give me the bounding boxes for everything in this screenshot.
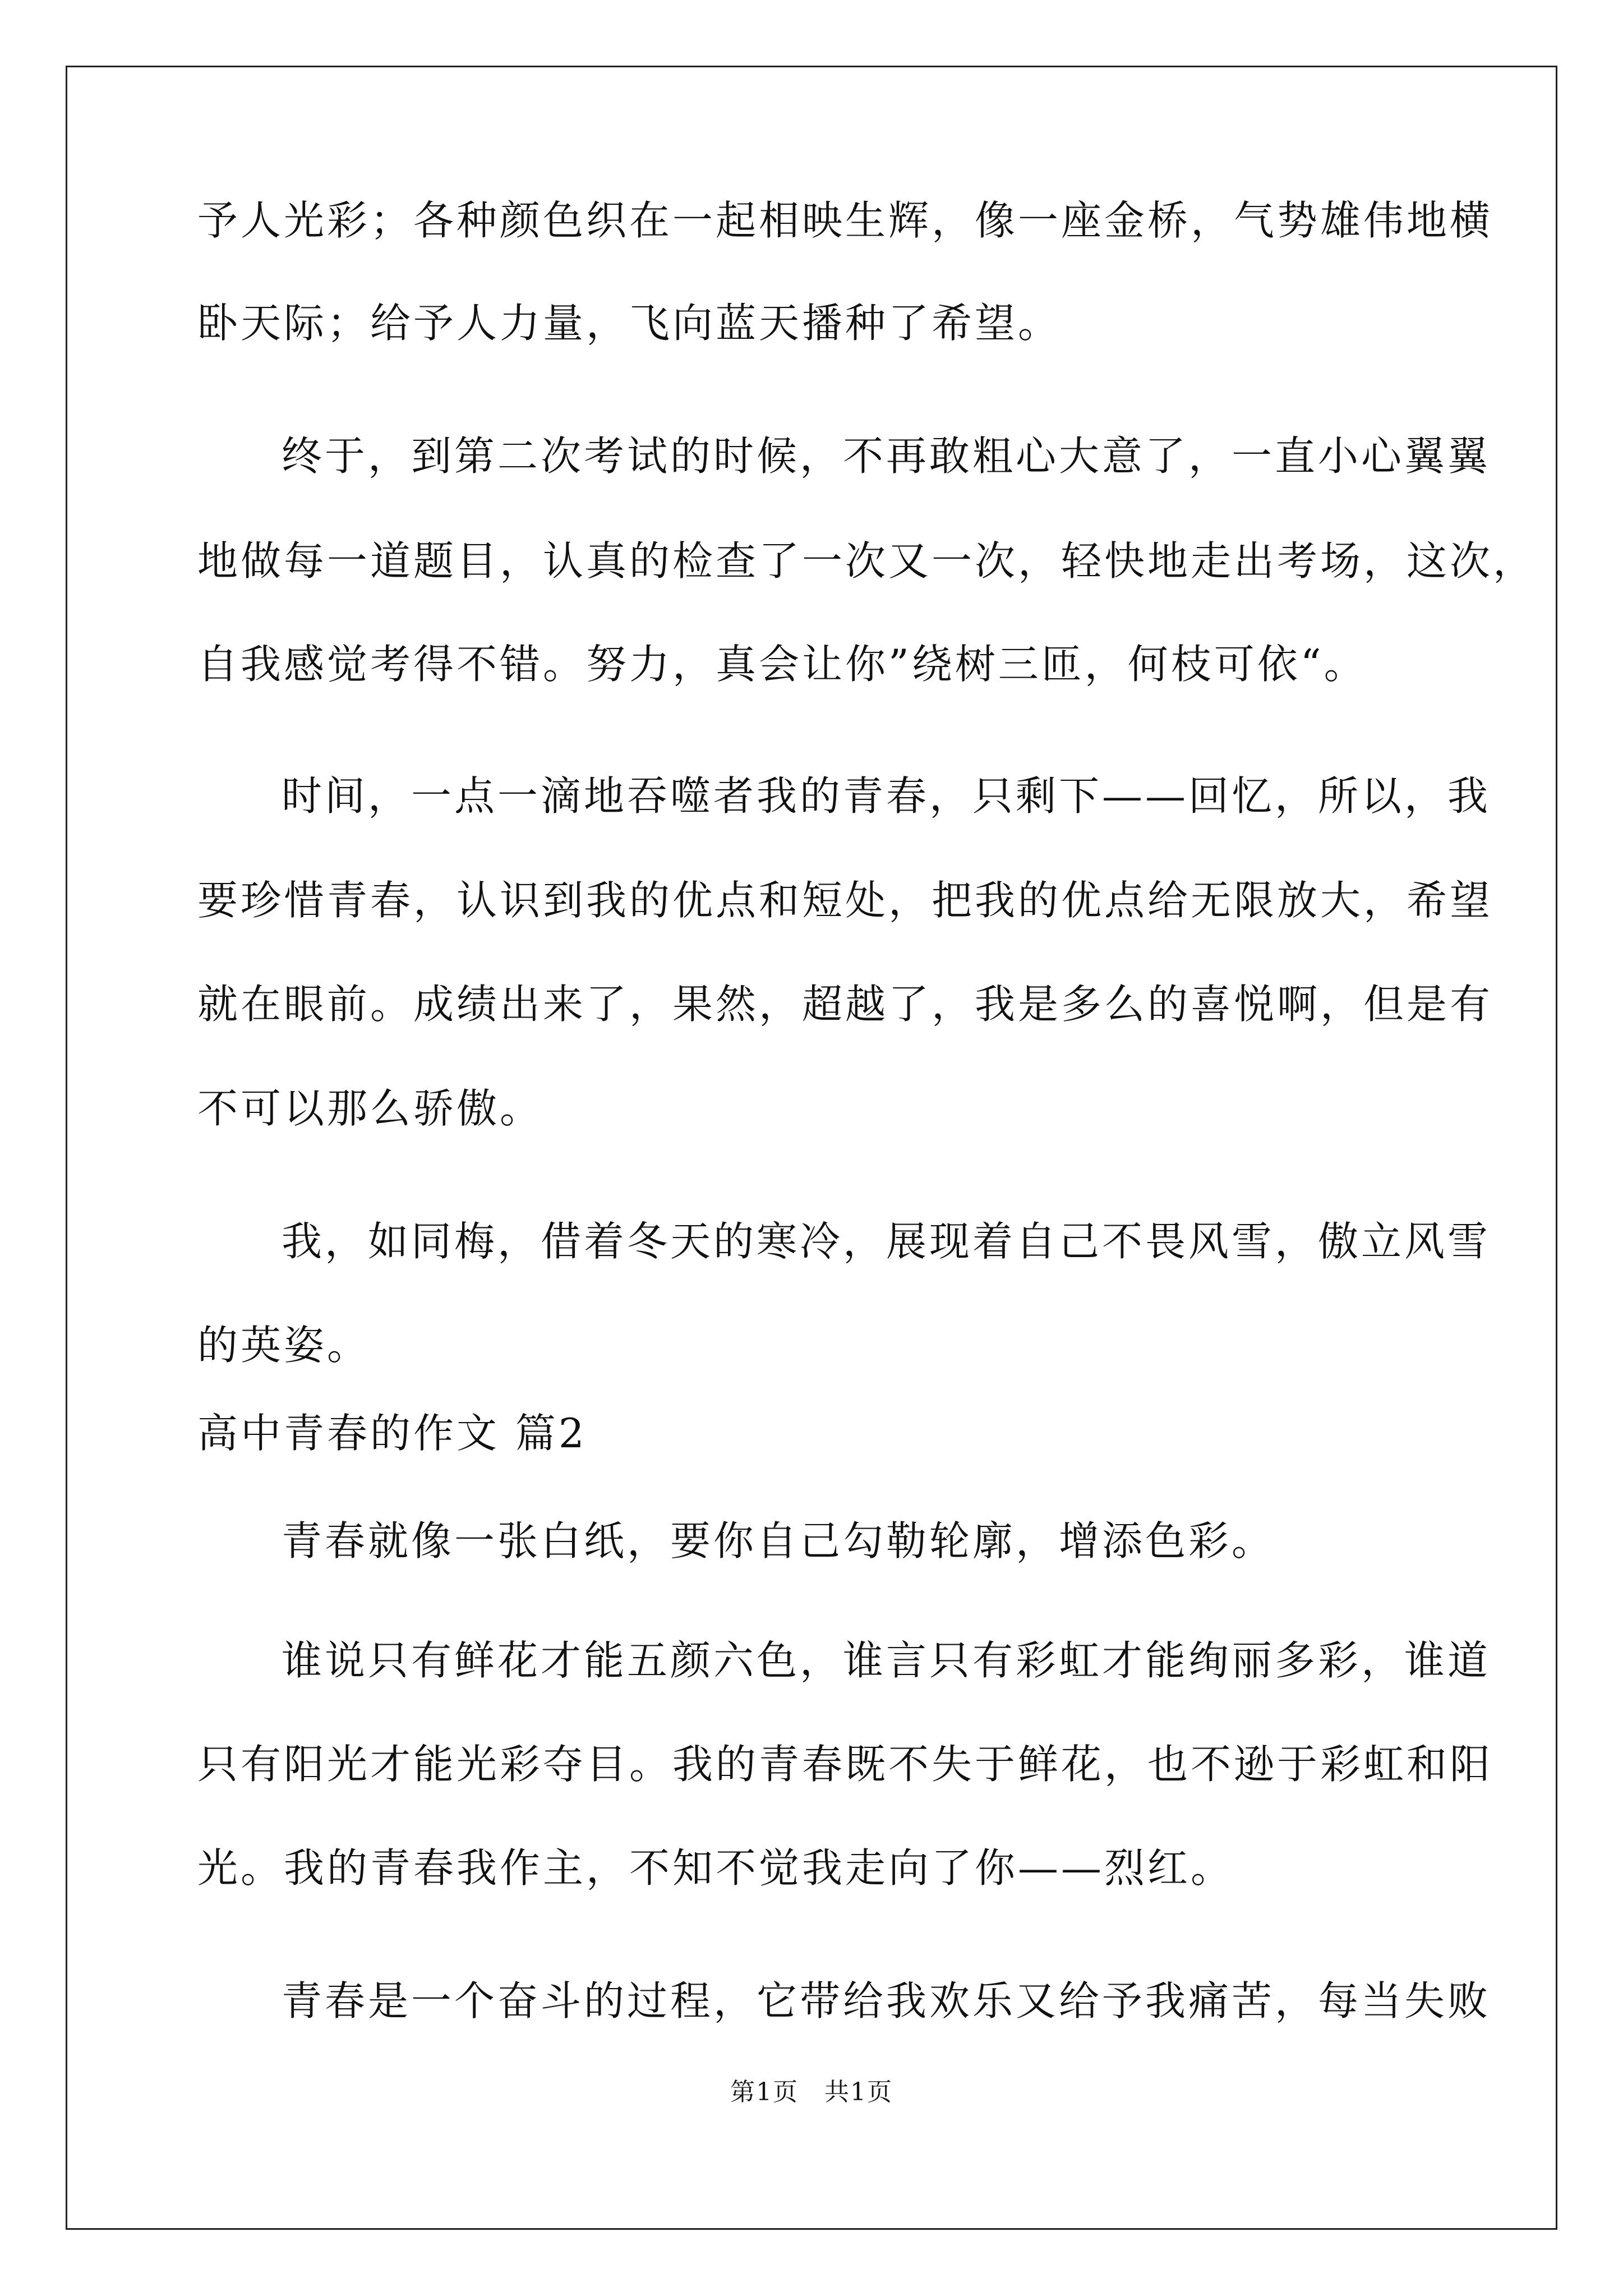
- paragraph-line: 谁说只有鲜花才能五颜六色，谁言只有彩虹才能绚丽多彩，谁道: [282, 1637, 1491, 1684]
- paragraph-line: 我，如同梅，借着冬天的寒冷，展现着自己不畏风雪，傲立风雪: [282, 1218, 1491, 1265]
- paragraph-line: 时间，一点一滴地吞噬者我的青春，只剩下——回忆，所以，我: [282, 772, 1491, 820]
- paragraph-line: 终于，到第二次考试的时候，不再敢粗心大意了，一直小心翼翼: [282, 432, 1491, 480]
- text-line: 就在眼前。成绩出来了，果然，超越了，我是多么的喜悦啊，但是有: [197, 981, 1493, 1028]
- page-number-footer: 第1页 共1页: [730, 2078, 893, 2106]
- text-line: 予人光彩；各种颜色织在一起相映生辉，像一座金桥，气势雄伟地横: [197, 197, 1493, 244]
- text-line: 地做每一道题目，认真的检查了一次又一次，轻快地走出考场，这次，: [197, 537, 1537, 585]
- text-line: 自我感觉考得不错。努力，真会让你”绕树三匝，何枝可依“。: [197, 641, 1367, 688]
- text-line: 只有阳光才能光彩夺目。我的青春既不失于鲜花，也不逊于彩虹和阳: [197, 1741, 1493, 1788]
- paragraph-line: 青春就像一张白纸，要你自己勾勒轮廓，增添色彩。: [282, 1517, 1275, 1565]
- paragraph-line: 青春是一个奋斗的过程，它带给我欢乐又给予我痛苦，每当失败: [282, 1977, 1491, 2024]
- section-heading: 高中青春的作文 篇2: [197, 1410, 587, 1457]
- text-line: 的英姿。: [197, 1322, 371, 1369]
- page-border: [66, 66, 1557, 2230]
- text-line: 卧天际；给予人力量，飞向蓝天播种了希望。: [197, 300, 1062, 347]
- text-line: 光。我的青春我作主，不知不觉我走向了你——烈红。: [197, 1844, 1234, 1892]
- text-line: 不可以那么骄傲。: [197, 1085, 543, 1132]
- text-line: 要珍惜青春，认识到我的优点和短处，把我的优点给无限放大，希望: [197, 877, 1493, 924]
